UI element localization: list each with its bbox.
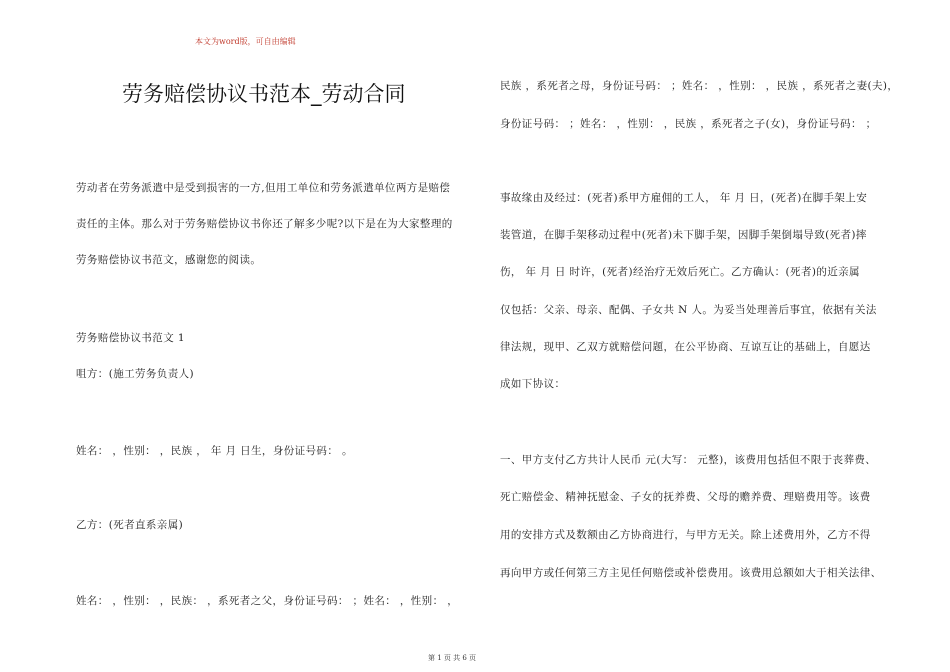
watermark-text: 本文为word版，可自由编辑 [195, 37, 296, 46]
page-number: 第 1 页 共 6 页 [428, 654, 477, 662]
incident-line-3: 伤， 年 月 日 时许，(死者)经治疗无效后死亡。乙方确认：(死者)的近亲属 [500, 266, 860, 278]
party-b-info: 姓名： ，性别： ，民族： ，系死者之父，身份证号码： ；姓名： ，性别： ， [76, 595, 459, 607]
incident-line-2: 装管道，在脚手架移动过程中(死者)未下脚手架，因脚手架倒塌导致(死者)摔 [500, 229, 867, 241]
intro-line-3: 劳务赔偿协议书范文，感谢您的阅读。 [76, 254, 262, 266]
incident-line-4: 仅包括：父亲、母亲、配偶、子女共 N 人。为妥当处理善后事宜，依据有关法 [500, 304, 877, 316]
relatives-line-1: 民族 ，系死者之母，身份证号码： ；姓名： ，性别： ，民族 ，系死者之妻(夫)， [500, 80, 899, 92]
relatives-line-2: 身份证号码： ；姓名： ，性别： ，民族 ，系死者之子(女)，身份证号码： ； [500, 118, 877, 130]
clause1-line-2: 死亡赔偿金、精神抚慰金、子女的抚养费、父母的赡养费、理赔费用等。该费 [500, 491, 871, 503]
clause1-line-3: 用的安排方式及数额由乙方协商进行，与甲方无关。除上述费用外，乙方不得 [500, 529, 871, 541]
clause1-line-4: 再向甲方或任何第三方主见任何赔偿或补偿费用。该费用总额如大于相关法律、 [500, 567, 882, 579]
incident-line-5: 律法规，现甲、乙双方就赔偿问题，在公平协商、互谅互让的基础上，自愿达 [500, 341, 871, 353]
intro-line-1: 劳动者在劳务派遣中是受到损害的一方,但用工单位和劳务派遣单位两方是赔偿 [76, 182, 451, 194]
party-b-label: 乙方：(死者直系亲属) [76, 519, 184, 531]
clause1-line-1: 一、甲方支付乙方共计人民币 元(大写： 元整)，该费用包括但不限于丧葬费、 [500, 454, 877, 466]
incident-line-1: 事故缘由及经过：(死者)系甲方雇佣的工人， 年 月 日，(死者)在脚手架上安 [500, 192, 868, 204]
party-a-label: 咀方：(施工劳务负责人) [76, 368, 194, 380]
party-a-info: 姓名： ，性别： ，民族 ， 年 月 日生，身份证号码： 。 [76, 445, 353, 457]
incident-line-6: 成如下协议： [500, 378, 566, 390]
document-title: 劳务赔偿协议书范本_劳动合同 [122, 82, 406, 106]
intro-line-2: 责任的主体。那么对于劳务赔偿协议书你还了解多少呢?以下是在为大家整理的 [76, 218, 453, 230]
section-title: 劳务赔偿协议书范文 1 [76, 332, 185, 344]
